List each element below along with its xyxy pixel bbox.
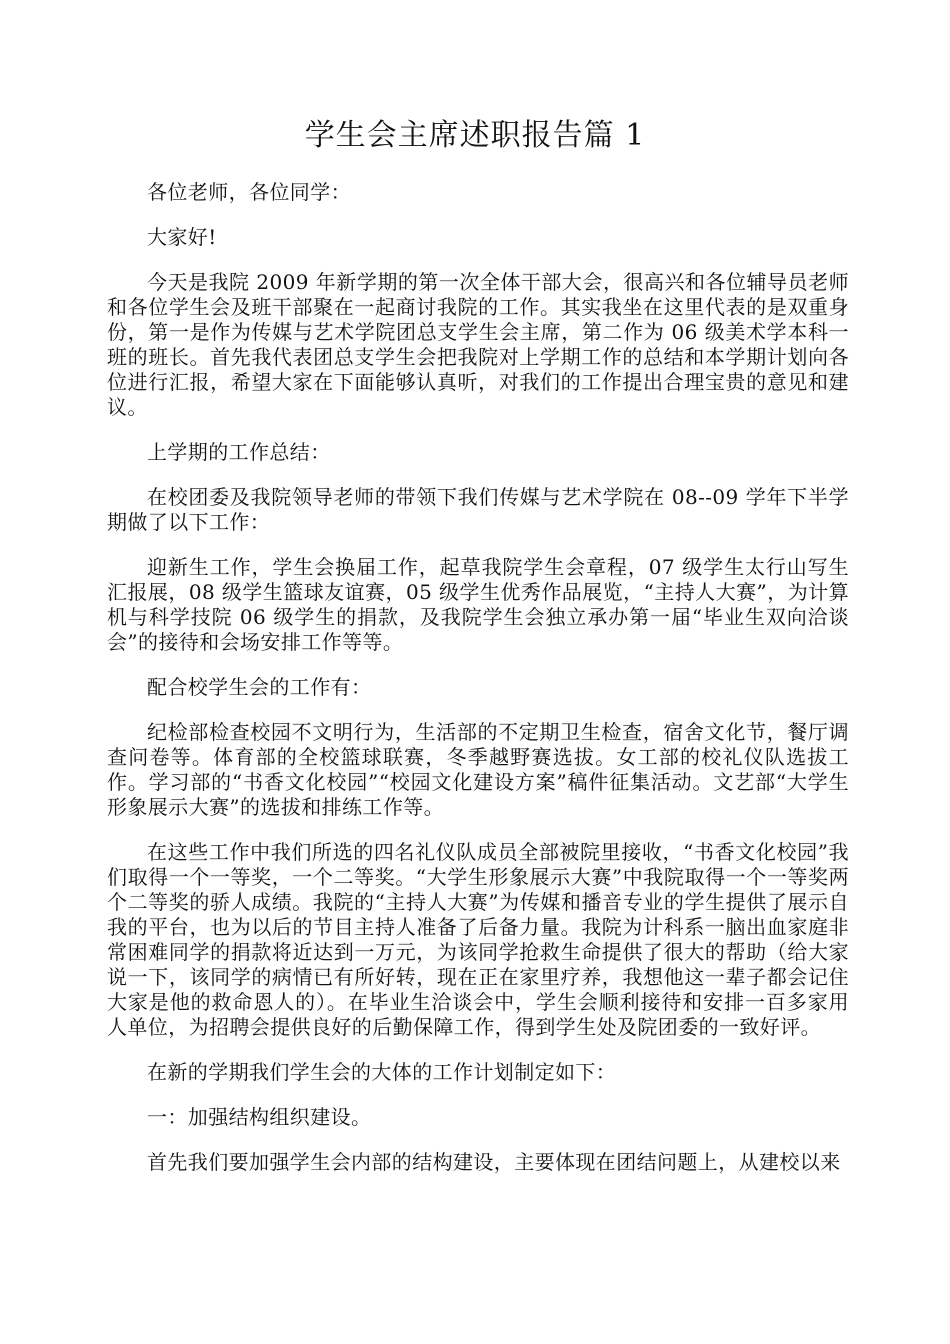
paragraph-plan-item-1: 一：加强结构组织建设。: [147, 1105, 372, 1129]
paragraph-summary-intro: 在校团委及我院领导老师的带领下我们传媒与艺术学院在 08--09 学年下半学期做了以下工作：: [107, 485, 849, 534]
paragraph-greeting: 大家好!: [147, 225, 217, 249]
paragraph-plan-item-1-detail: 首先我们要加强学生会内部的结构建设，主要体现在团结问题上，从建校以来: [147, 1150, 841, 1174]
paragraph-introduction: 今天是我院 2009 年新学期的第一次全体干部大会，很高兴和各位辅导员老师和各位学生会及班干部聚在一起商讨我院的工作。其实我坐在这里代表的是双重身份，第一是作为传媒与艺术学院团总支学生会主席，第二作为 06 级美术学本科一班的班长。首先我代表团总支学生会把我院对上学期工作的总结和本学期计划向各位进行汇报，希望大家在下面能够认真听，对我们的工作提出合理宝贵的意见和建议。: [107, 270, 849, 419]
document-title: 学生会主席述职报告篇 1: [304, 118, 646, 153]
paragraph-plan-heading: 在新的学期我们学生会的大体的工作计划制定如下：: [147, 1060, 617, 1084]
paragraph-achievements: 在这些工作中我们所选的四名礼仪队成员全部被院里接收，“书香文化校园”我们取得一个一等奖，一个二等奖。“大学生形象展示大赛”中我院取得一个一等奖两个二等奖的骄人成绩。我院的“主持人大赛”为传媒和播音专业的学生提供了展示自我的平台，也为以后的节目主持人准备了后备力量。我院为计科系一脑出血家庭非常困难同学的捐款将近达到一万元，为该同学抢救生命提供了很大的帮助（给大家说一下，该同学的病情已有所好转，现在正在家里疗养，我想他这一辈子都会记住大家是他的救命恩人的）。在毕业生洽谈会中，学生会顺利接待和安排一百多家用人单位，为招聘会提供良好的后勤保障工作，得到学生处及院团委的一致好评。: [107, 840, 849, 1039]
paragraph-summary-heading: 上学期的工作总结：: [147, 440, 331, 464]
document-body: [107, 180, 849, 1195]
paragraph-work-list: 迎新生工作，学生会换届工作，起草我院学生会章程，07 级学生太行山写生汇报展，08 级学生篮球友谊赛，05 级学生优秀作品展览，“主持人大赛”，为计算机与科学技院 06 级学生的捐款，及我院学生会独立承办第一届“毕业生双向洽谈会”的接待和会场安排工作等等。: [107, 555, 849, 654]
paragraph-cooperation-heading: 配合校学生会的工作有：: [147, 675, 372, 699]
paragraph-salutation: 各位老师，各位同学：: [147, 180, 351, 204]
paragraph-cooperation-list: 纪检部检查校园不文明行为，生活部的不定期卫生检查，宿舍文化节，餐厅调查问卷等。体育部的全校篮球联赛，冬季越野赛选拔。女工部的校礼仪队选拔工作。学习部的“书香文化校园”“校园文化建设方案”稿件征集活动。文艺部“大学生形象展示大赛”的选拔和排练工作等。: [107, 720, 849, 819]
